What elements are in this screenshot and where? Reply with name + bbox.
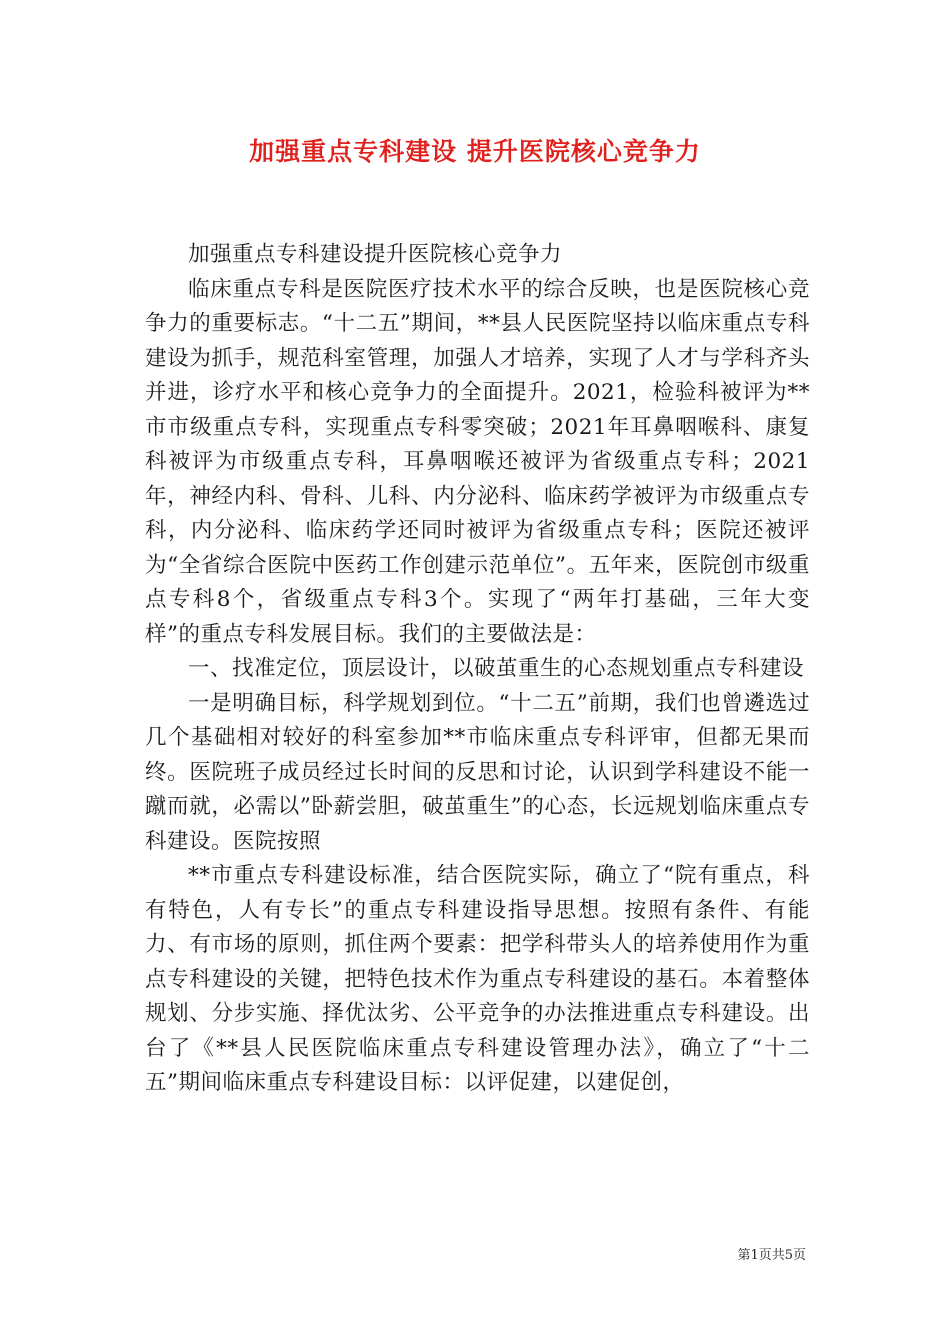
page-title: 加强重点专科建设 提升医院核心竞争力 xyxy=(249,137,701,166)
document-body xyxy=(145,238,810,1101)
paragraph-standard: **市重点专科建设标准，结合医院实际，确立了“院有重点，科有特色，人有专长”的重点专科建设指导思想。按照有条件、有能力、有市场的原则，抓住两个要素：把学科带头人的培养使用作为重点专科建设的关键，把特色技术作为重点专科建设的基石。本着整体规划、分步实施、择优汰劣、公平竞争的办法推进重点专科建设。出台了《**县人民医院临床重点专科建设管理办法》，确立了“十二五”期间临床重点专科建设目标：以评促建，以建促创， xyxy=(145,863,810,1095)
paragraph-subtitle: 加强重点专科建设提升医院核心竞争力 xyxy=(188,242,563,267)
paragraph-intro: 临床重点专科是医院医疗技术水平的综合反映，也是医院核心竞争力的重要标志。“十二五”期间，**县人民医院坚持以临床重点专科建设为抓手，规范科室管理，加强人才培养，实现了人才与学科齐头并进，诊疗水平和核心竞争力的全面提升。2021，检验科被评为**市市级重点专科，实现重点专科零突破；2021年耳鼻咽喉科、康复科被评为市级重点专科，耳鼻咽喉还被评为省级重点专科；2021年，神经内科、骨科、儿科、内分泌科、临床药学被评为市级重点专科，内分泌科、临床药学还同时被评为省级重点专科；医院还被评为“全省综合医院中医药工作创建示范单位”。五年来，医院创市级重点专科8个，省级重点专科3个。实现了“两年打基础，三年大变样”的重点专科发展目标。我们的主要做法是： xyxy=(145,276,810,647)
section-heading-1: 一、找准定位，顶层设计，以破茧重生的心态规划重点专科建设 xyxy=(188,656,805,681)
paragraph-goal: 一是明确目标，科学规划到位。“十二五”前期，我们也曾遴选过几个基础相对较好的科室参加**市临床重点专科评审，但都无果而终。医院班子成员经过长时间的反思和讨论，认识到学科建设不能一蹴而就，必需以”卧薪尝胆，破茧重生”的心态，长远规划临床重点专科建设。医院按照 xyxy=(145,690,810,854)
page-number: 第1页共5页 xyxy=(737,1248,806,1263)
